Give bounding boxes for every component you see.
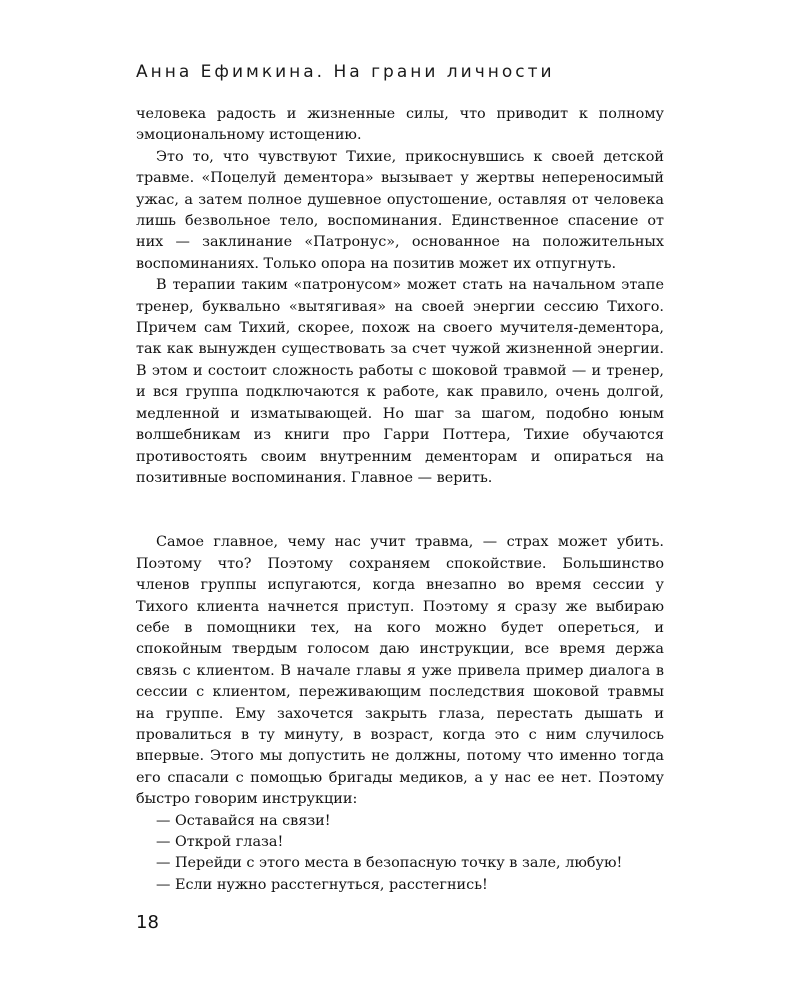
paragraph-continuation: человека радость и жизненные силы, что приводит к полному эмоциональному истощению. [136,106,664,144]
instruction-line: — Перейди с этого места в безопасную точку в зале, любую! [156,855,623,872]
instruction-line: — Оставайся на связи! [156,812,331,829]
paragraph-dementor-kiss: Это то, что чувствуют Тихие, прикоснувшись к своей детской травме. «Поцелуй дементора» вызывает у жертвы непереносимый ужас, а затем полное душевное опустошение, оставляя от человека лишь безвольное тело, воспоминания. Единственное спасение от них — заклинание «Патронус», основанное на положительных воспоминаниях. Только опора на позитив может их отпугнуть. [136,148,664,272]
running-head: Анна Ефимкина. На грани личности [136,62,555,82]
instruction-line: — Если нужно расстегнуться, расстегнись! [156,876,488,893]
paragraph-therapy-patronus: В терапии таким «патронусом» может стать на начальном этапе тренер, буквально «вытягивая» на своей энергии сессию Тихого. Причем сам Тихий, скорее, похож на своего мучителя-дементора, так как вынужден существовать за счет чужой жизненной энергии. В этом и состоит сложность работы с шоковой травмой — и тренер, и вся группа подключаются к работе, как правило, очень долгой, медленной и изматывающей. Но шаг за шагом, подобно юным волшебникам из книги про Гарри Поттера, Тихие обучаются противостоять своим внутренним дементорам и опираться на позитивные воспоминания. Главное — верить. [136,277,664,486]
instruction-line: — Открой глаза! [156,834,284,850]
body-text [136,104,664,896]
page-number: 18 [136,912,159,933]
paragraph-fear-can-kill: Самое главное, чему нас учит травма, — страх может убить. Поэтому что? Поэтому сохраняем спокойствие. Большинство членов группы испугаются, когда внезапно во время сессии у Тихого клиента начнется приступ. Поэтому я сразу же выбираю себе в помощники тех, на кого можно будет опереться, и спокойным твердым голосом даю инструкции, все время держа связь с клиентом. В начале главы я уже привела пример диалога в сессии с клиентом, переживающим последствия шоковой травмы на группе. Ему захочется закрыть глаза, перестать дышать и провалиться в ту минуту, в возраст, когда это с ним случилось впервые. Этого мы допустить не должны, потому что именно тогда его спасали с помощью бригады медиков, а у нас ее нет. Поэтому быстро говорим инструкции: [136,534,664,808]
